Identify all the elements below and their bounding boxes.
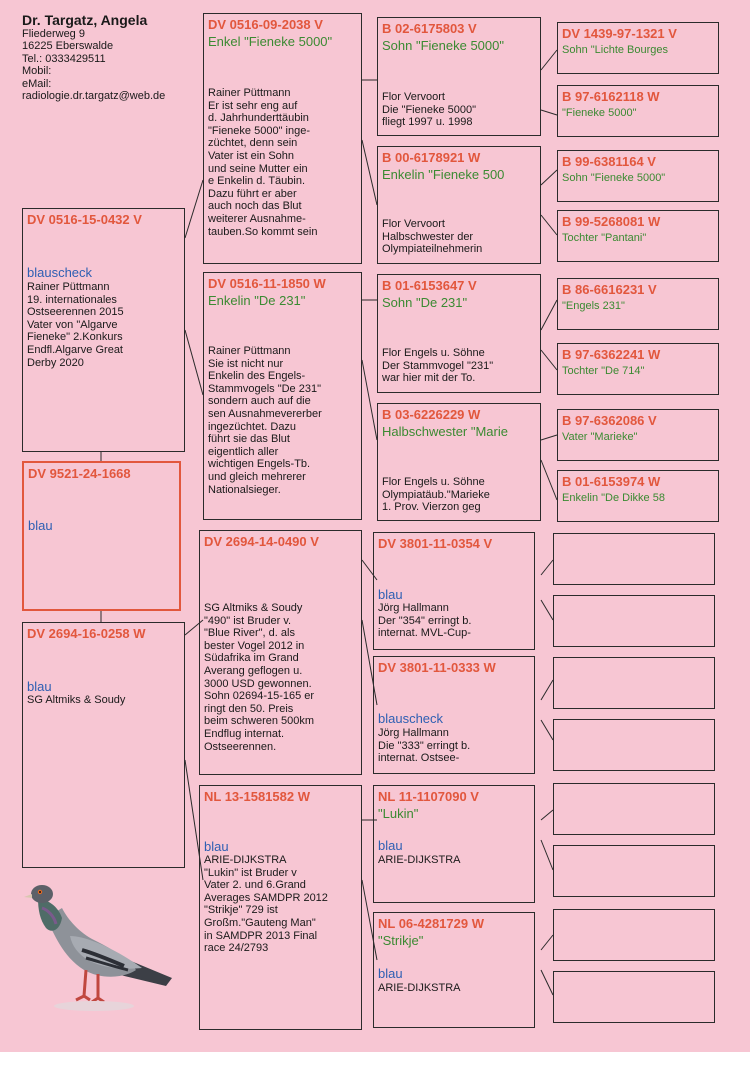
ring-number: DV 0516-09-2038 V: [208, 17, 323, 32]
pedigree-notes: Rainer Püttmann Sie ist nicht nur Enkelin des Engels- Stammvogels "De 231" sondern auch auf die sen Ausnahmevererber ingezüchtet. Dazu führt sie das Blut eigentlich aller wichtigen Engels-Tb. und gleich mehrerer Nationalsieger.: [208, 345, 322, 496]
pigeon-name: Tochter "Pantani": [562, 232, 647, 244]
plumage-color: blau: [204, 839, 229, 854]
ring-number: DV 0516-11-1850 W: [208, 276, 326, 291]
pigeon-name: Enkelin "De Dikke 58: [562, 492, 665, 504]
pedigree-notes: Flor Engels u. Söhne Der Stammvogel "231" war hier mit der To.: [382, 347, 494, 385]
pigeon-name: Sohn "Fieneke 5000": [562, 172, 666, 184]
ancestor-card-empty[interactable]: [553, 595, 715, 647]
great-granddam-card[interactable]: [373, 912, 535, 1028]
ring-number: DV 1439-97-1321 V: [562, 26, 677, 41]
ring-number: DV 9521-24-1668: [28, 466, 131, 481]
ring-number: NL 13-1581582 W: [204, 789, 310, 804]
sire-card[interactable]: [22, 208, 185, 452]
breeder-email-label: eMail:: [22, 77, 52, 90]
pigeon-name: "Fieneke 5000": [562, 107, 637, 119]
ring-number: B 00-6178921 W: [382, 150, 481, 165]
dam-card[interactable]: [22, 622, 185, 868]
granddam-card[interactable]: [203, 272, 362, 520]
ring-number: DV 2694-16-0258 W: [27, 626, 146, 641]
great-grandsire-card[interactable]: [373, 785, 535, 903]
great-grandsire-card[interactable]: [377, 17, 541, 136]
plumage-color: blau: [27, 679, 52, 694]
pigeon-name: Sohn "De 231": [382, 295, 468, 310]
ring-number: DV 3801-11-0333 W: [378, 660, 496, 675]
plumage-color: blau: [378, 838, 403, 853]
ring-number: B 86-6616231 V: [562, 282, 657, 297]
ancestor-card-empty[interactable]: [553, 845, 715, 897]
ring-number: B 01-6153974 W: [562, 474, 661, 489]
ring-number: B 01-6153647 V: [382, 278, 477, 293]
pigeon-name: Halbschwester "Marie: [382, 424, 508, 439]
plumage-color: blau: [28, 518, 53, 533]
plumage-color: blauscheck: [27, 265, 93, 280]
pedigree-notes: Flor Vervoort Die "Fieneke 5000" fliegt 1997 u. 1998: [382, 91, 477, 129]
ancestor-card-empty[interactable]: [553, 783, 715, 835]
ring-number: DV 0516-15-0432 V: [27, 212, 142, 227]
ancestor-card-empty[interactable]: [553, 533, 715, 585]
ancestor-card[interactable]: [557, 470, 719, 522]
ring-number: B 97-6362086 V: [562, 413, 657, 428]
pigeon-name: Enkel "Fieneke 5000": [208, 34, 333, 49]
ring-number: B 97-6362241 W: [562, 347, 661, 362]
ancestor-card-empty[interactable]: [553, 719, 715, 771]
individual-card[interactable]: [22, 461, 181, 611]
ancestor-card[interactable]: [557, 278, 719, 330]
ancestor-card-empty[interactable]: [553, 657, 715, 709]
ring-number: B 02-6175803 V: [382, 21, 477, 36]
ancestor-card[interactable]: [557, 85, 719, 137]
breeder-mobile: Mobil:: [22, 65, 52, 78]
pigeon-name: Vater "Marieke": [562, 431, 638, 443]
ring-number: NL 06-4281729 W: [378, 916, 484, 931]
pigeon-name: "Engels 231": [562, 300, 625, 312]
ancestor-card[interactable]: [557, 343, 719, 395]
pedigree-notes: ARIE-DIJKSTRA "Lukin" ist Bruder v Vater 2. und 6.Grand Averages SAMDPR 2012 "Strikje" 729 ist Großm."Gauteng Man" in SAMDPR 2013 Final race 24/2793: [204, 854, 328, 955]
ancestor-card[interactable]: [557, 409, 719, 461]
breeder-city: 16225 Eberswalde: [22, 40, 114, 53]
ring-number: B 99-5268081 W: [562, 214, 661, 229]
pedigree-notes: Jörg Hallmann Der "354" erringt b. internat. MVL-Cup-: [378, 602, 472, 640]
ancestor-card[interactable]: [557, 210, 719, 262]
ring-number: B 03-6226229 W: [382, 407, 481, 422]
pigeon-name: Sohn "Lichte Bourges: [562, 44, 669, 56]
granddam-card[interactable]: [199, 785, 362, 1030]
pedigree-notes: Flor Vervoort Halbschwester der Olympiateilnehmerin: [382, 218, 483, 256]
pedigree-notes: SG Altmiks & Soudy: [27, 694, 126, 706]
great-granddam-card[interactable]: [373, 656, 535, 774]
pigeon-name: Sohn "Fieneke 5000": [382, 38, 504, 53]
plumage-color: blauscheck: [378, 711, 444, 726]
pedigree-notes: ARIE-DIJKSTRA: [378, 982, 461, 994]
pigeon-name: Enkelin "Fieneke 500: [382, 167, 505, 182]
ring-number: B 97-6162118 W: [562, 89, 660, 104]
pedigree-notes: Rainer Püttmann 19. internationales Ostseerennen 2015 Vater von "Algarve Fieneke" 2.Konkurs Endfl.Algarve Great Derby 2020: [27, 281, 124, 369]
breeder-name: Dr. Targatz, Angela: [22, 12, 148, 28]
ring-number: DV 3801-11-0354 V: [378, 536, 493, 551]
pigeon-name: Enkelin "De 231": [208, 293, 306, 308]
ring-number: NL 11-1107090 V: [378, 789, 479, 804]
pigeon-name: "Lukin": [378, 806, 419, 821]
great-granddam-card[interactable]: [377, 403, 541, 521]
great-granddam-card[interactable]: [377, 146, 541, 264]
ring-number: B 99-6381164 V: [562, 154, 656, 169]
plumage-color: blau: [378, 587, 403, 602]
great-grandsire-card[interactable]: [377, 274, 541, 393]
pedigree-notes: ARIE-DIJKSTRA: [378, 854, 461, 866]
ancestor-card-empty[interactable]: [553, 971, 715, 1023]
pedigree-notes: Rainer Püttmann Er ist sehr eng auf d. Jahrhunderttäubin "Fieneke 5000" inge- züchtet, denn sein Vater ist ein Sohn und seine Mutter ein e Enkelin d. Täubin. Dazu führt er aber auch noch das Blut weiterer Ausnahme- tauben.So kommt sein: [208, 87, 318, 238]
ring-number: DV 2694-14-0490 V: [204, 534, 319, 549]
ancestor-card[interactable]: [557, 22, 719, 74]
breeder-street: Fliederweg 9: [22, 28, 85, 40]
pedigree-notes: Flor Engels u. Söhne Olympiatäub."Marieke 1. Prov. Vierzon geg: [382, 476, 490, 514]
plumage-color: blau: [378, 966, 403, 981]
grandsire-card[interactable]: [203, 13, 362, 264]
pigeon-photo: [24, 878, 174, 1018]
great-grandsire-card[interactable]: [373, 532, 535, 650]
pedigree-notes: SG Altmiks & Soudy "490" ist Bruder v. "Blue River", d. als bester Vogel 2012 in Südafrika im Grand Averang geflogen u. 3000 USD gewonnen. Sohn 02694-15-165 er ringt den 50. Preis beim schweren 500km Endflug internat. Ostseerennen.: [204, 602, 315, 753]
ancestor-card[interactable]: [557, 150, 719, 202]
breeder-address: [22, 12, 165, 102]
pigeon-name: "Strikje": [378, 933, 424, 948]
breeder-phone: Tel.: 0333429511: [22, 52, 106, 65]
breeder-email: radiologie.dr.targatz@web.de: [22, 90, 166, 103]
grandsire-card[interactable]: [199, 530, 362, 775]
pedigree-notes: Jörg Hallmann Die "333" erringt b. internat. Ostsee-: [378, 727, 471, 765]
pigeon-name: Tochter "De 714": [562, 365, 645, 377]
ancestor-card-empty[interactable]: [553, 909, 715, 961]
